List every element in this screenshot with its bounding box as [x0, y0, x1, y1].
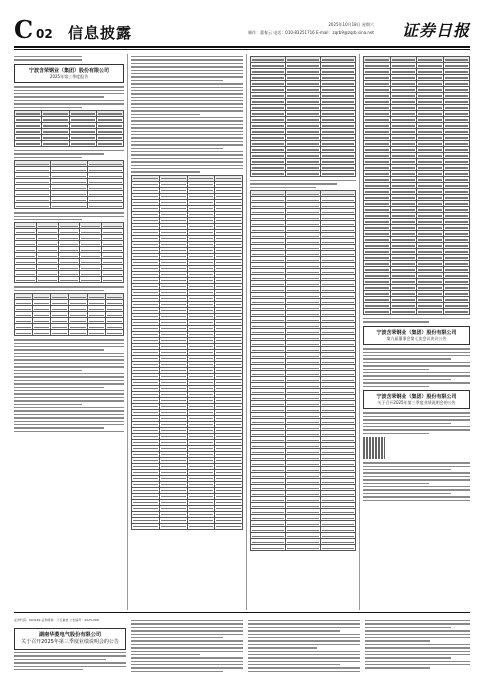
- column-3: [250, 54, 356, 610]
- footer-code-line: 证券代码：603169 证券简称：兰石重装 公告编号：2025-068: [14, 618, 99, 622]
- footer-notices: [14, 618, 470, 692]
- newspaper-logo: 证券日报: [401, 21, 470, 40]
- footer-rule: [14, 612, 470, 613]
- column-divider: [246, 54, 247, 610]
- section-title: 信息披露: [68, 24, 133, 42]
- masthead-rule: [14, 46, 470, 48]
- data-table: [131, 175, 243, 530]
- column-1: [14, 54, 124, 610]
- text-line: [14, 56, 82, 57]
- performance-briefing-title: 关于召开2025年第三季度业绩说明会的公告: [377, 400, 456, 406]
- performance-briefing-heading: [363, 390, 470, 410]
- q3-report-company: 宁波含荣钢业（集团）股份有限公司: [28, 67, 109, 74]
- data-table: [250, 190, 356, 551]
- board-resolution-company: 宁波含荣钢业（集团）股份有限公司: [376, 329, 457, 336]
- issue-date: 2025年10月18日 星期六: [328, 22, 374, 27]
- performance-briefing-company: 宁波含荣钢业（集团）股份有限公司: [376, 393, 457, 400]
- qr-code-image: [363, 437, 385, 459]
- q3-report-title: 2025年第三季度报告: [49, 74, 89, 80]
- section-letter: C: [14, 15, 34, 44]
- column-divider: [359, 54, 360, 610]
- footer-company: 湖南华菱电气股份有限公司: [38, 632, 102, 638]
- board-resolution-heading: [363, 326, 470, 346]
- section-number: 02: [36, 27, 53, 41]
- column-divider: [127, 54, 128, 610]
- masthead: [14, 15, 470, 44]
- contact-line: 制作：董春云 电话：010-83251716 E-mail：zqrb9@zqrb.sina.net: [248, 30, 374, 35]
- financial-table: [14, 293, 124, 336]
- footer-text-column: [365, 618, 470, 692]
- q3-report-heading: [14, 64, 124, 84]
- board-resolution-title: 第九届董事会第七次会议决议公告: [386, 336, 447, 342]
- q3-report-body: [14, 86, 124, 108]
- data-table: [250, 56, 356, 177]
- data-table: [363, 56, 470, 315]
- footer-subject: 关于召开2025年第三季度业绩说明会的公告: [21, 639, 119, 645]
- financial-table: [14, 110, 124, 147]
- footer-text-column: [131, 618, 243, 692]
- column-4: [363, 54, 470, 610]
- column-2: [131, 54, 243, 610]
- text-line: [14, 59, 82, 60]
- footer-notice-huaning: [14, 618, 126, 692]
- financial-table: [14, 160, 124, 209]
- footer-text-column: [248, 618, 360, 692]
- financial-table: [14, 222, 124, 283]
- footer-notice-heading: [14, 628, 126, 650]
- masthead-rule-thin: [14, 49, 470, 50]
